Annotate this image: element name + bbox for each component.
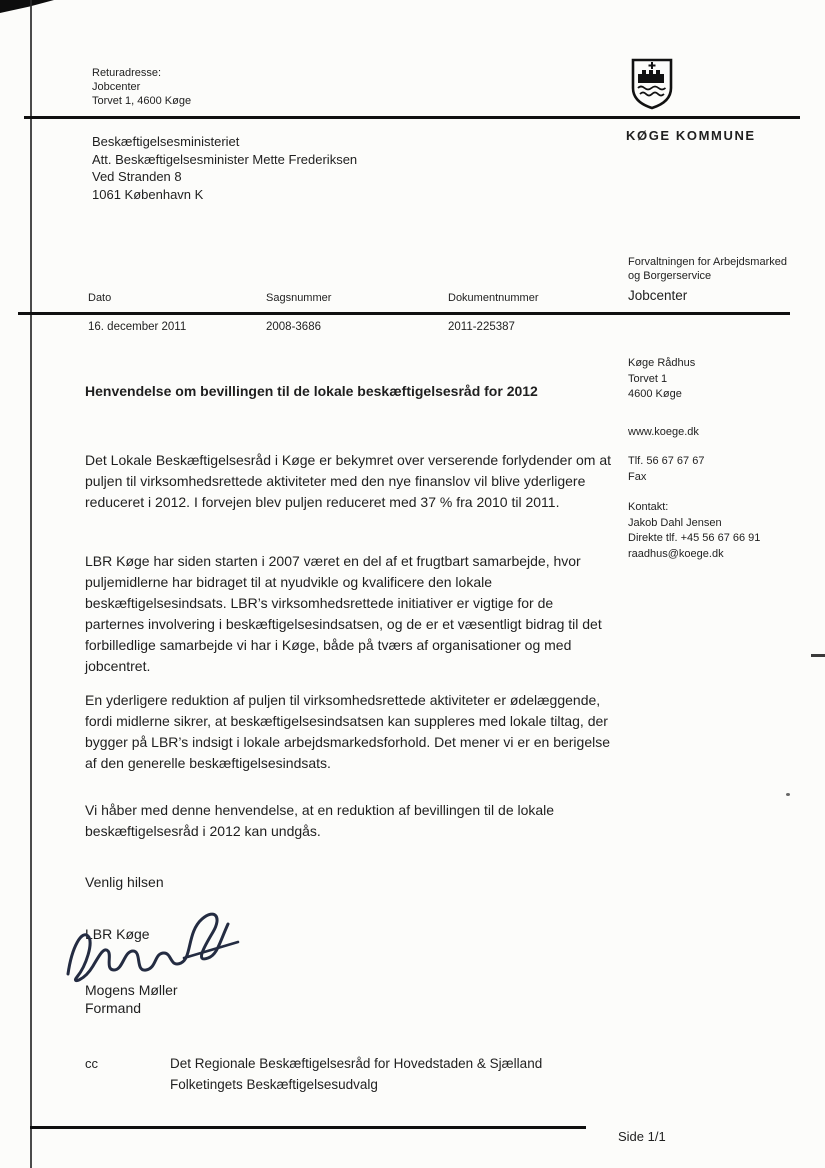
website-text: www.koege.dk [628,426,699,438]
document-number-label: Dokumentnummer [448,292,539,304]
header-divider [24,116,800,119]
contact-label: Kontakt: [628,501,669,513]
scan-artifact-bottom-line [30,1126,586,1129]
return-address [92,66,191,108]
signer-name: Mogens Møller [85,982,178,998]
recipient-line: Beskæftigelsesministeriet [92,134,240,149]
koge-coat-of-arms-icon [630,56,674,112]
department-line: Forvaltningen for Arbejdsmarked [628,256,787,268]
recipient-line: Att. Beskæftigelsesminister Mette Frederiksen [92,151,358,167]
recipient-line: 1061 København K [92,186,204,202]
scan-artifact-dot [786,793,790,796]
recipient-address [92,133,357,203]
document-number-value: 2011-225387 [448,321,515,333]
return-address-line: Torvet 1, 4600 Køge [92,95,192,107]
letter-subject-heading: Henvendelse om bevillingen til de lokale beskæftigelsesråd for 2012 [85,383,538,399]
body-paragraph: LBR Køge har siden starten i 2007 været en del af et frugtbart samarbejde, hvor puljemidlerne har bidraget til at nyudvikle og kvalificere den lokale beskæftigelsesindsats. LBR’s virksomhedsrettede initiativer er vigtige for de parternes involvering i beskæftigelsesindsatsen, og de er et væsentligt bidrag til det forbilledlige samarbejde vi har i Køge, både på tværs af organisationer og med jobcentret. [85,553,602,674]
scan-artifact-dash [811,654,825,657]
meta-divider [18,312,790,315]
cc-label: cc [85,1056,98,1071]
case-number-value: 2008-3686 [266,321,321,333]
cc-recipients [170,1054,542,1095]
recipient-line: Ved Stranden 8 [92,169,182,184]
cc-recipient-line: Folketingets Beskæftigelsesudvalg [170,1076,378,1092]
body-paragraph: En yderligere reduktion af puljen til virksomhedsrettede aktiviteter er ødelæggende, fordi midlerne sikrer, at beskæftigelsesindsatsen kan suppleres med lokale tiltag, der bygger på LBR’s indsigt i lokale arbejdsmarkedsforhold. Det mener vi er en berigelse af den generelle beskæftigelsesindsats. [85,692,611,771]
department-name [628,255,787,283]
contact-direct-phone: Direkte tlf. +45 56 67 66 91 [628,532,761,544]
date-label: Dato [88,292,112,304]
return-address-label: Returadresse: [92,67,162,79]
date-value: 16. december 2011 [88,321,187,333]
body-paragraph: Det Lokale Beskæftigelsesråd i Køge er bekymret over verserende forlydender om at puljen til virksomhedsrettede aktiviteter med den nye finanslov vil blive yderligere reduceret i 2012. I forvejen blev puljen reduceret med 37 % fra 2010 til 2011. [85,452,612,510]
contact-name: Jakob Dahl Jensen [628,516,722,529]
fax-label: Fax [628,470,647,483]
phone-block [628,454,813,485]
cc-recipient-line: Det Regionale Beskæftigelsesråd for Hovedstaden & Sjælland [170,1056,543,1071]
closing-salutation: Venlig hilsen [85,874,164,890]
page-number: Side 1/1 [618,1129,666,1144]
sender-address-line: Køge Rådhus [628,357,696,369]
organization-name: LBR Køge [85,926,150,942]
department-line: og Borgerservice [628,270,712,282]
kommune-wordmark: KØGE KOMMUNE [626,128,756,143]
case-number-label: Sagsnummer [266,292,332,304]
sender-address-block [628,356,813,403]
contact-email: raadhus@koege.dk [628,547,724,560]
return-address-line: Jobcenter [92,81,141,93]
scan-artifact-corner [0,0,54,13]
signer-title: Formand [85,1000,142,1016]
body-paragraph: Vi håber med denne henvendelse, at en reduktion af bevillingen til de lokale beskæftigelsesråd i 2012 kan undgås. [85,802,555,839]
office-name: Jobcenter [628,288,688,303]
scan-artifact-left-edge [30,0,32,1168]
sender-address-line: Torvet 1 [628,372,668,385]
phone-number: Tlf. 56 67 67 67 [628,455,705,467]
sender-address-line: 4600 Køge [628,388,682,400]
contact-person-block [628,500,813,562]
